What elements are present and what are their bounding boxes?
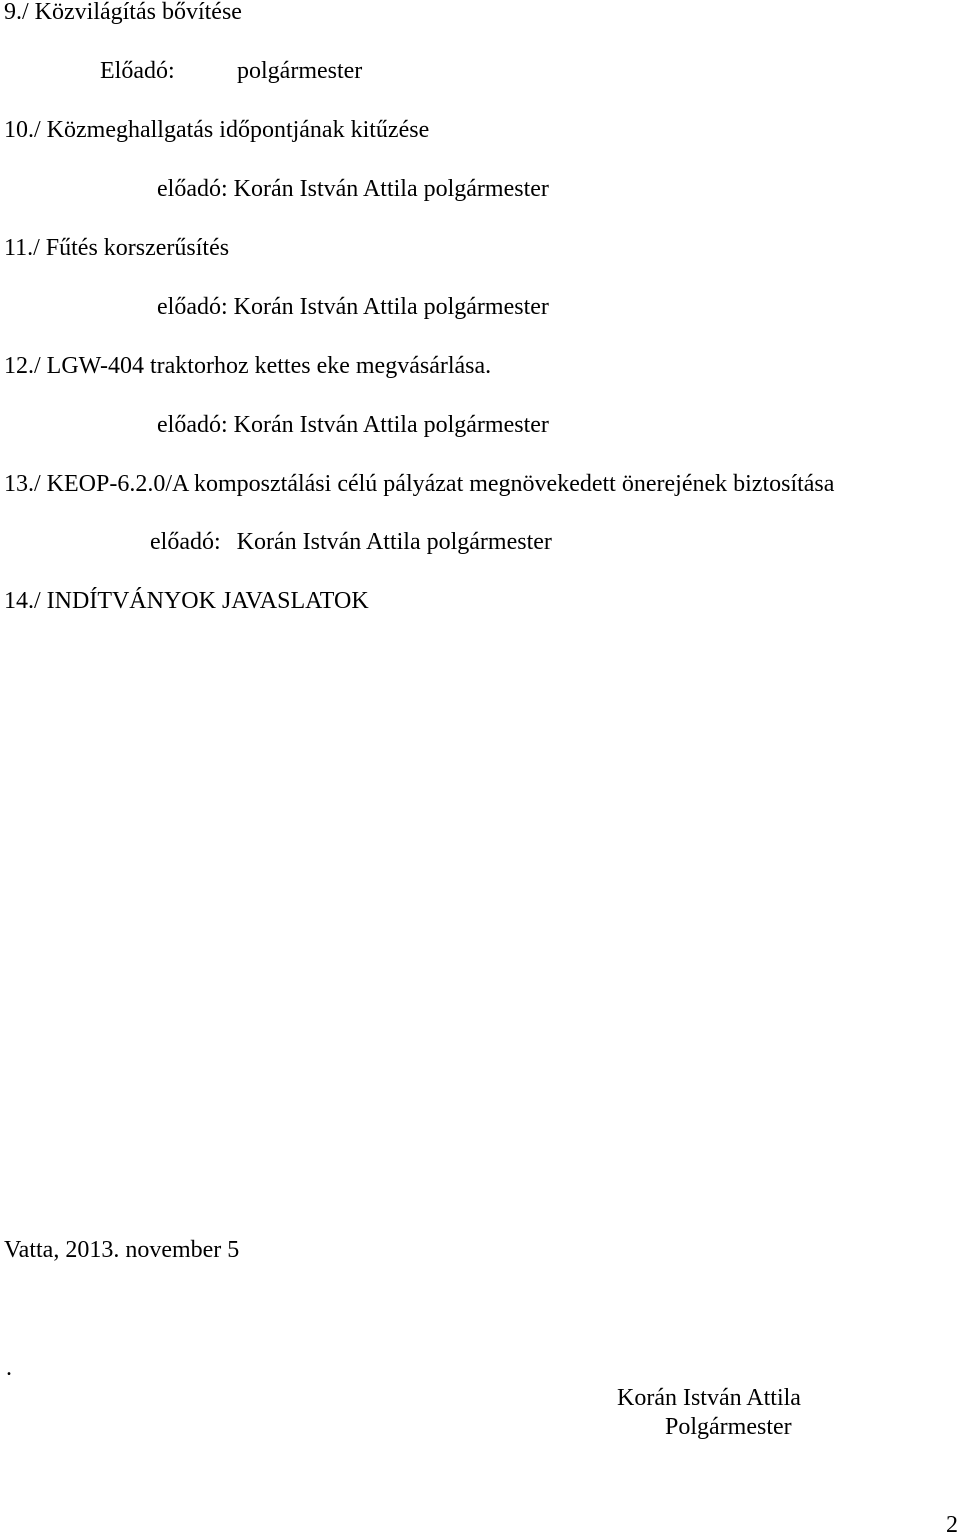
agenda-item-9-title: 9./ Közvilágítás bővítése: [4, 0, 242, 25]
page-number: 2: [946, 1512, 958, 1538]
presenter-label: előadó:: [157, 176, 228, 202]
signature-role: Polgármester: [665, 1414, 792, 1440]
agenda-item-11-presenter: [157, 293, 549, 321]
agenda-item-9-presenter: [100, 57, 400, 85]
presenter-name: Korán István Attila polgármester: [236, 529, 552, 555]
agenda-item-13-title: 13./ KEOP-6.2.0/A komposztálási célú pályázat megnövekedett önerejének biztosítása: [4, 471, 835, 497]
signature-name: Korán István Attila: [617, 1385, 801, 1411]
agenda-item-10-presenter: [157, 175, 549, 203]
agenda-item-12-title: 12./ LGW-404 traktorhoz kettes eke megvásárlása.: [4, 353, 492, 379]
presenter-label: Előadó:: [100, 58, 175, 84]
presenter-name: Korán István Attila polgármester: [233, 412, 549, 438]
presenter-label: előadó:: [157, 294, 228, 320]
agenda-item-11-title: 11./ Fűtés korszerűsítés: [4, 235, 230, 261]
agenda-item-12-presenter: [157, 411, 549, 439]
dot-mark: .: [6, 1355, 12, 1381]
presenter-label: előadó:: [157, 412, 228, 438]
agenda-item-13-presenter: [150, 528, 552, 556]
place-date: Vatta, 2013. november 5: [4, 1237, 240, 1263]
presenter-label: előadó:: [150, 529, 221, 555]
presenter-name: Korán István Attila polgármester: [233, 294, 549, 320]
presenter-name: Korán István Attila polgármester: [233, 176, 549, 202]
agenda-item-14-title: 14./ INDÍTVÁNYOK JAVASLATOK: [4, 588, 369, 614]
presenter-name: polgármester: [237, 58, 363, 84]
agenda-item-10-title: 10./ Közmeghallgatás időpontjának kitűzése: [4, 117, 430, 143]
